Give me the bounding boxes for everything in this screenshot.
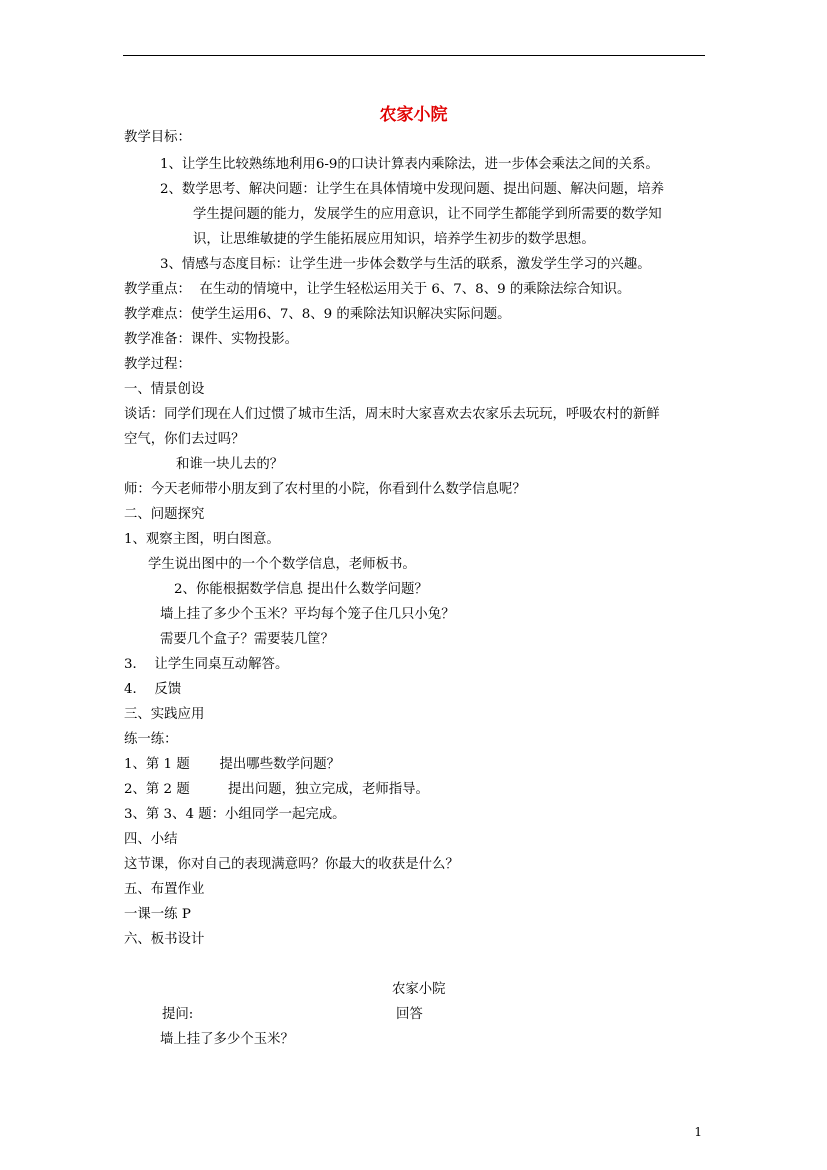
preparation: 教学准备：课件、实物投影。 xyxy=(124,332,299,347)
list-item: 2、你能根据数学信息 提出什么数学问题？ xyxy=(174,582,428,597)
objective-2: 2、数学思考、解决问题：让学生在具体情境中发现问题、提出问题、解决问题，培养 xyxy=(160,182,664,197)
section-label-process: 教学过程： xyxy=(124,357,191,372)
objective-1: 1、让学生比较熟练地利用6-9的口诀计算表内乘除法，进一步体会乘法之间的关系。 xyxy=(160,157,659,172)
board-answer-label: 回答 xyxy=(396,1007,423,1022)
paragraph: 墙上挂了多少个玉米？平均每个笼子住几只小兔？ xyxy=(160,607,455,622)
list-item: 2、第 2 题 提出问题，独立完成，老师指导。 xyxy=(124,782,429,797)
list-item: 1、观察主图，明白图意。 xyxy=(124,532,280,547)
heading-3: 三、实践应用 xyxy=(124,707,205,722)
section-label-objectives: 教学目标： xyxy=(124,130,191,145)
board-ask-label: 提问: xyxy=(162,1007,194,1022)
heading-6: 六、板书设计 xyxy=(124,932,205,947)
board-title: 农家小院 xyxy=(392,982,446,997)
list-item: 4． 反馈 xyxy=(124,682,182,697)
objective-3: 3、情感与态度目标：让学生进一步体会数学与生活的联系，激发学生学习的兴趣。 xyxy=(160,257,651,272)
objective-2-cont: 识，让思维敏捷的学生能拓展应用知识，培养学生初步的数学思想。 xyxy=(193,232,595,247)
board-question: 墙上挂了多少个玉米？ xyxy=(160,1032,294,1047)
list-item: 3． 让学生同桌互动解答。 xyxy=(124,657,289,672)
paragraph-cont: 空气，你们去过吗？ xyxy=(124,432,245,447)
paragraph: 练一练： xyxy=(124,732,178,747)
page-number: 1 xyxy=(694,1125,702,1139)
heading-1: 一、情景创设 xyxy=(124,382,205,397)
heading-5: 五、布置作业 xyxy=(124,882,205,897)
paragraph: 需要几个盒子？需要装几筐？ xyxy=(160,632,335,647)
list-item: 3、第 3、4 题：小组同学一起完成。 xyxy=(124,807,346,822)
list-item: 1、第 1 题 提出哪些数学问题？ xyxy=(124,757,341,772)
difficult-point: 教学难点：使学生运用6、7、8、9 的乘除法知识解决实际问题。 xyxy=(124,307,511,322)
paragraph: 这节课，你对自己的表现满意吗？你最大的收获是什么？ xyxy=(124,857,459,872)
paragraph: 师：今天老师带小朋友到了农村里的小院，你看到什么数学信息呢？ xyxy=(124,482,526,497)
paragraph: 谈话：同学们现在人们过惯了城市生活，周末时大家喜欢去农家乐去玩玩，呼吸农村的新鲜 xyxy=(124,407,660,422)
paragraph: 一课一练 P xyxy=(124,907,191,922)
key-point: 教学重点： 在生动的情境中，让学生轻松运用关于 6、7、8、9 的乘除法综合知识。 xyxy=(124,282,631,297)
objective-2-cont: 学生提问题的能力，发展学生的应用意识，让不同学生都能学到所需要的数学知 xyxy=(193,207,662,222)
paragraph: 学生说出图中的一个个数学信息，老师板书。 xyxy=(148,557,416,572)
header-rule xyxy=(123,55,705,56)
paragraph: 和谁一块儿去的？ xyxy=(176,457,284,472)
heading-4: 四、小结 xyxy=(124,832,178,847)
document-title: 农家小院 xyxy=(379,105,448,125)
heading-2: 二、问题探究 xyxy=(124,507,205,522)
